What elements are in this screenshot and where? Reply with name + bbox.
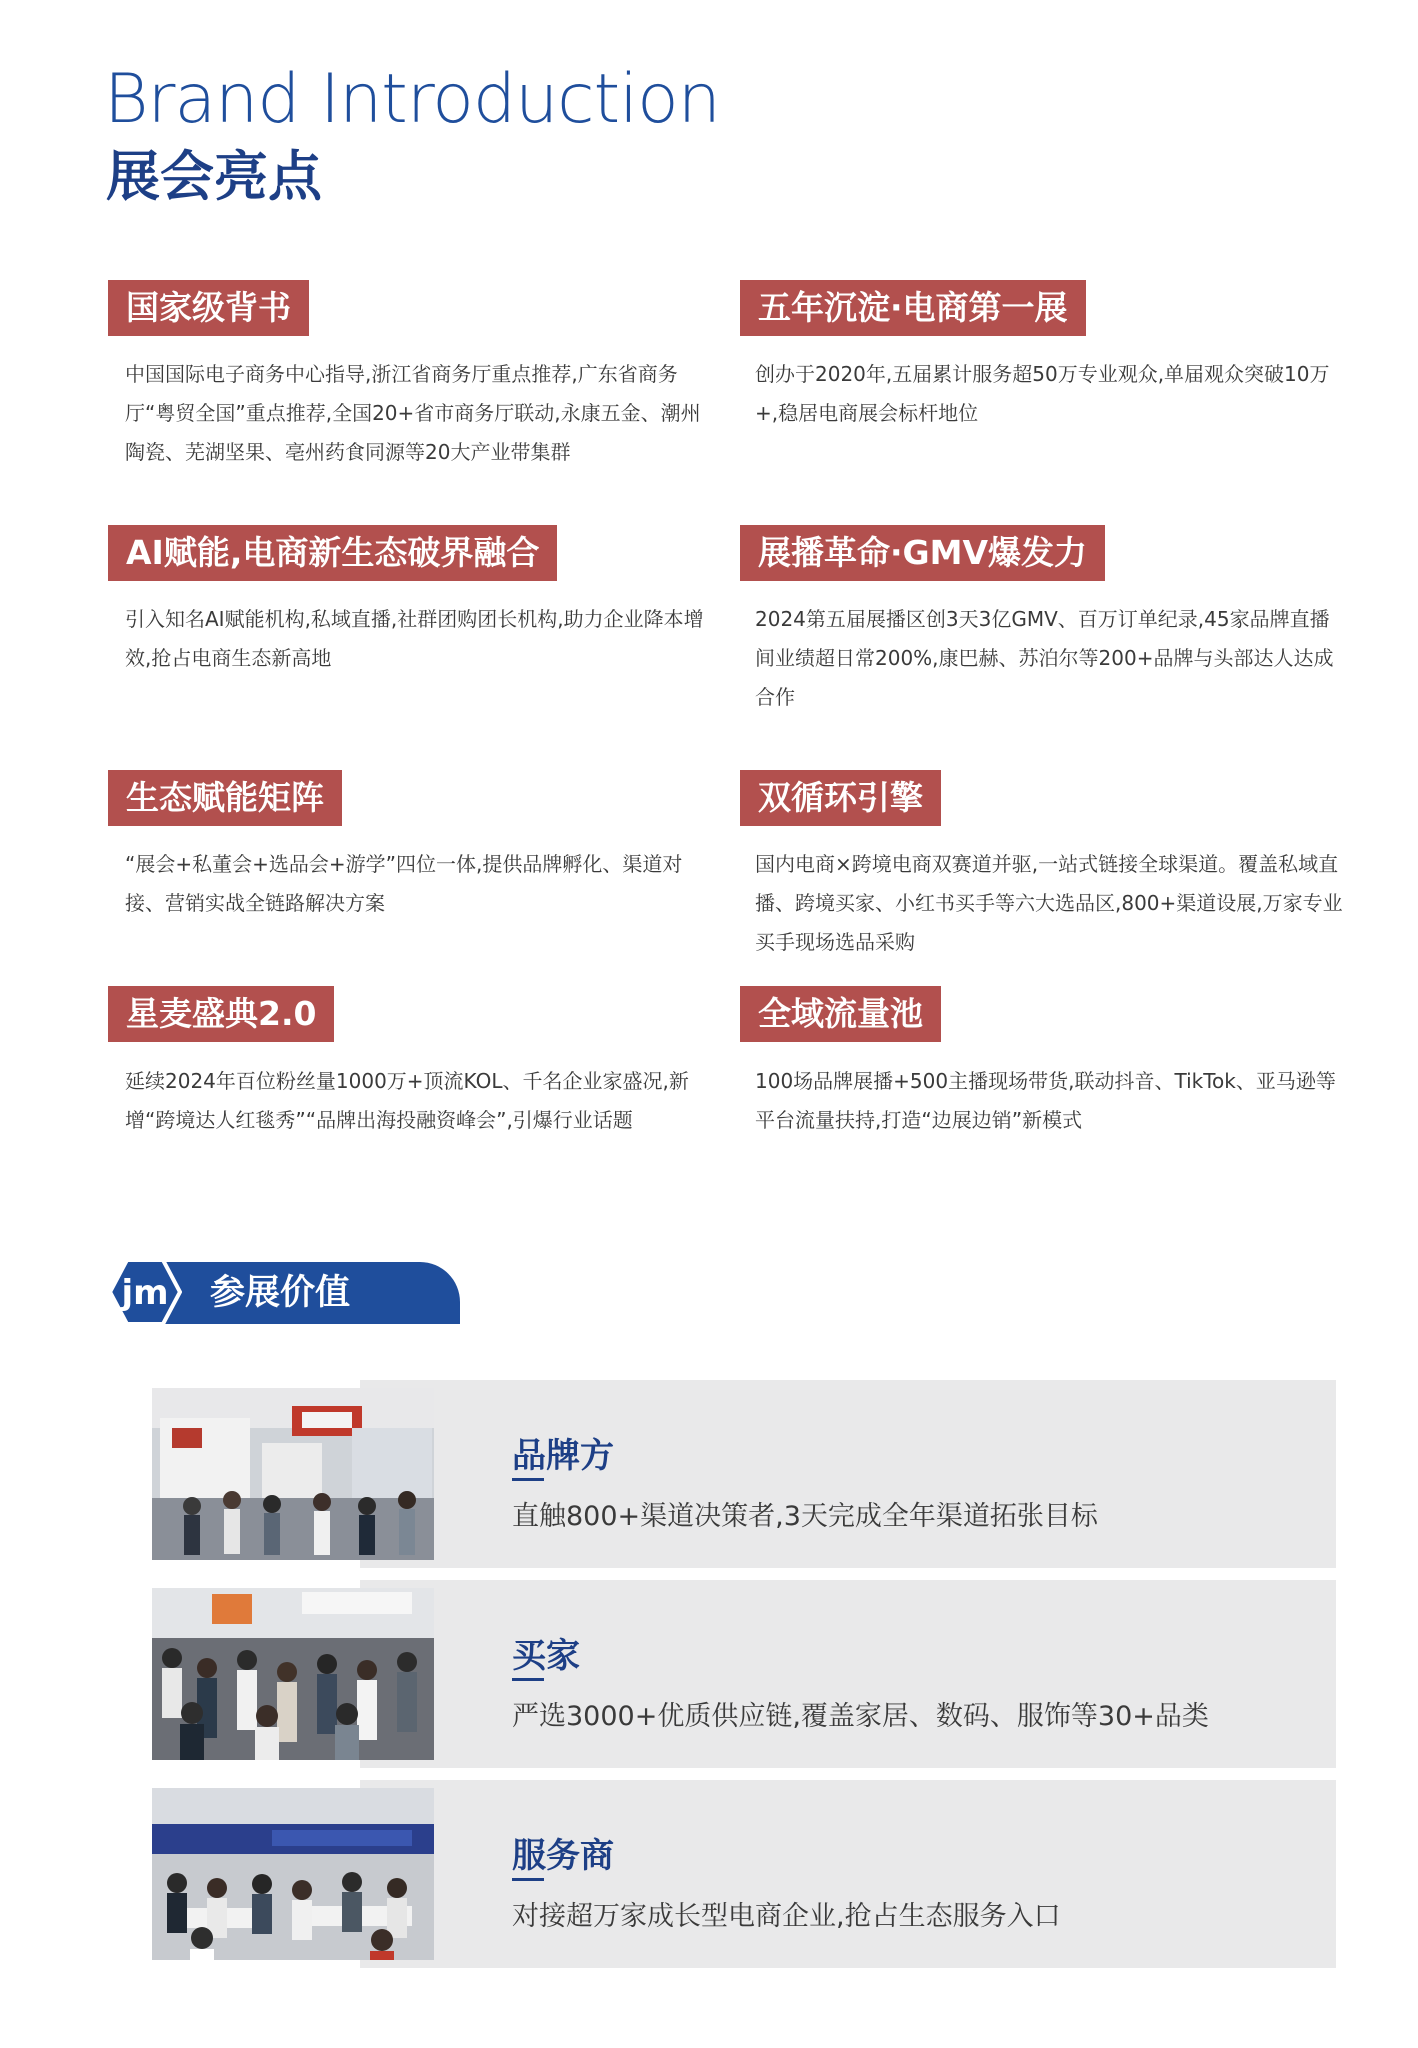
value-row-brand — [152, 1380, 1336, 1568]
highlight-tag-dual-cycle: 双循环引擎 — [740, 770, 941, 826]
highlight-desc-five-years: 创办于2020年,五届累计服务超50万专业观众,单届观众突破10万+,稳居电商展会标杆地位 — [755, 362, 1330, 425]
value-title-buyer: 买家 — [512, 1636, 580, 1676]
value-row-service — [152, 1780, 1336, 1968]
highlight-desc-national-endorsement: 中国国际电子商务中心指导,浙江省商务厅重点推荐,广东省商务厅“粤贸全国”重点推荐,全国20+省市商务厅联动,永康五金、潮州陶瓷、芜湖坚果、亳州药食同源等20大产业带集群 — [125, 362, 701, 464]
conference-photo — [152, 1788, 434, 1960]
value-section-header — [108, 1258, 460, 1326]
title-english: Brand Introduction — [104, 60, 720, 139]
value-desc-brand: 直触800+渠道决策者,3天完成全年渠道拓张目标 — [512, 1501, 1098, 1532]
highlight-tag-star-gala: 星麦盛典2.0 — [108, 986, 334, 1042]
highlight-desc-traffic-pool: 100场品牌展播+500主播现场带货,联动抖音、TikTok、亚马逊等平台流量扶持,打造“边展边销”新模式 — [755, 1069, 1336, 1132]
value-title-service: 服务商 — [512, 1836, 614, 1876]
highlight-desc-gmv: 2024第五届展播区创3天3亿GMV、百万订单纪录,45家品牌直播间业绩超日常200%,康巴赫、苏泊尔等200+品牌与头部达人达成合作 — [755, 607, 1334, 709]
value-desc-service: 对接超万家成长型电商企业,抢占生态服务入口 — [512, 1901, 1061, 1932]
value-title-underline — [512, 1678, 544, 1681]
value-title-underline — [512, 1878, 544, 1881]
highlight-tag-gmv: 展播革命·GMV爆发力 — [740, 525, 1105, 581]
value-row-background — [360, 1580, 1336, 1768]
highlight-tag-five-years: 五年沉淀·电商第一展 — [740, 280, 1086, 336]
highlight-desc-ecosystem: “展会+私董会+选品会+游学”四位一体,提供品牌孵化、渠道对接、营销实战全链路解决方案 — [125, 852, 683, 915]
value-row-background — [360, 1780, 1336, 1968]
highlight-tag-ai-empower: AI赋能,电商新生态破界融合 — [108, 525, 557, 581]
highlight-desc-dual-cycle: 国内电商×跨境电商双赛道并驱,一站式链接全球渠道。覆盖私域直播、跨境买家、小红书买手等六大选品区,800+渠道设展,万家专业买手现场选品采购 — [755, 852, 1343, 954]
highlight-desc-ai-empower: 引入知名AI赋能机构,私域直播,社群团购团长机构,助力企业降本增效,抢占电商生态新高地 — [125, 607, 704, 670]
value-row-buyer — [152, 1580, 1336, 1768]
highlight-desc-star-gala: 延续2024年百位粉丝量1000万+顶流KOL、千名企业家盛况,新增“跨境达人红毯秀”“品牌出海投融资峰会”,引爆行业话题 — [125, 1069, 689, 1132]
value-desc-buyer: 严选3000+优质供应链,覆盖家居、数码、服饰等30+品类 — [512, 1701, 1209, 1732]
crowd-photo — [152, 1588, 434, 1760]
value-title-brand: 品牌方 — [512, 1436, 614, 1476]
page-title: 展会亮点 — [106, 145, 322, 208]
exhibition-booth-photo — [152, 1388, 434, 1560]
highlight-tag-traffic-pool: 全域流量池 — [740, 986, 941, 1042]
value-title-underline — [512, 1478, 544, 1481]
highlight-tag-ecosystem: 生态赋能矩阵 — [108, 770, 342, 826]
jm-logo-icon — [108, 1258, 182, 1326]
value-row-background — [360, 1380, 1336, 1568]
value-section-title: 参展价值 — [210, 1273, 351, 1313]
svg-text:jm: jm — [121, 1273, 169, 1313]
highlight-tag-national-endorsement: 国家级背书 — [108, 280, 309, 336]
